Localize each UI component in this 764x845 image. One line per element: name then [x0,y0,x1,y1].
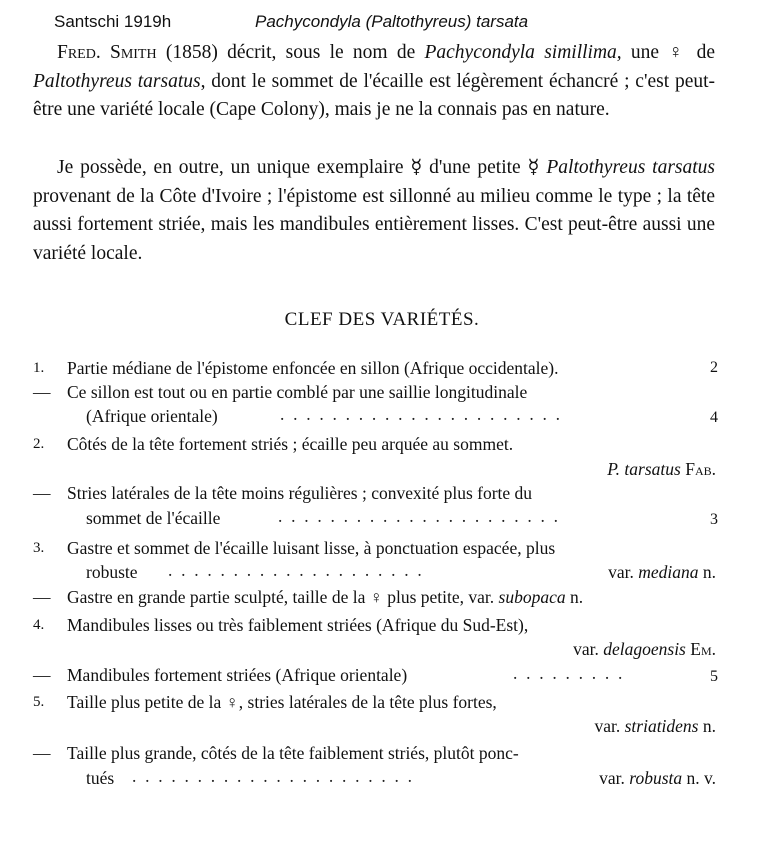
key-text: Gastre et sommet de l'écaille luisant lisse, à ponctuation espacée, plus [67,538,556,558]
key-text: Mandibules fortement striées (Afrique orientale) [67,665,408,685]
key-ref: 2 [710,359,718,376]
key-ref: 5 [710,668,718,685]
taxon-name: striatidens [624,716,699,736]
key-marker: — [33,483,51,503]
author-name: Em. [690,639,716,659]
key-title: CLEF DES VARIÉTÉS. [284,309,480,330]
key-text: Côtés de la tête fortement striés ; écaille peu arquée au sommet. [67,434,514,454]
taxon-name: subopaca [498,587,566,607]
taxon-name: Paltothyreus tarsatus [546,157,716,178]
taxon-name: delagoensis [603,639,686,659]
key-text: robuste [86,562,138,582]
key-marker: 2. [33,436,45,452]
key-text: tués [86,768,115,788]
key-text: Stries latérales de la tête moins régulières ; convexité plus forte du [67,483,533,503]
key-marker: 1. [33,360,45,376]
key-ref: 4 [710,409,718,426]
key-text: sommet de l'écaille [86,508,221,528]
key-marker: 4. [33,617,45,633]
taxon-name: robusta [629,768,683,788]
key-ref: 3 [710,511,718,528]
key-text: Ce sillon est tout ou en partie comblé par une saillie longitudinale [67,382,528,402]
taxon-name: P. tarsatus [607,459,681,479]
key-text: (Afrique orientale) [86,406,218,426]
dot-leader: . . . . . . . . . . . . . . . . . . . . . . [132,766,412,786]
taxon-heading: Pachycondyla (Paltothyreus) tarsata [255,12,529,31]
dot-leader: . . . . . . . . . . . . . . . . . . . . [168,560,422,580]
key-variety: var. robusta n. v. [599,768,716,788]
key-variety: var. mediana n. [608,562,716,582]
dot-leader: . . . . . . . . . [513,663,623,683]
key-text: Gastre en grande partie sculpté, taille de la ♀ plus petite, var. subopaca n. [67,587,584,607]
key-marker: — [33,382,51,402]
taxon-name: mediana [638,562,699,582]
key-text: Taille plus grande, côtés de la tête faiblement striés, plutôt ponc- [67,743,519,763]
key-taxon-line [607,458,716,480]
key-variety: var. delagoensis Em. [573,639,716,659]
key-text: Mandibules lisses ou très faiblement striées (Afrique du Sud-Est), [67,615,529,635]
paragraph-specimen: Je possède, en outre, un unique exemplaire ☿ d'une petite ☿ Paltothyreus tarsatus provenant de la Côte d'Ivoire ; l'épistome est sillonné au milieu comme le type ; la tête aussi fortement striée, mais les mandibules entièrement lisses. C'est peut-être aussi une variété locale. [33,157,716,264]
author-name: Fab. [685,459,716,479]
key-marker: 5. [33,694,45,710]
citation-label: Santschi 1919h [54,12,172,31]
key-text: Taille plus petite de la ♀, stries latérales de la tête plus fortes, [67,692,497,712]
dot-leader: . . . . . . . . . . . . . . . . . . . . . . [280,404,560,424]
key-marker: 3. [33,540,45,556]
author-name: Fred. Smith [57,42,157,63]
key-text: Partie médiane de l'épistome enfoncée en sillon (Afrique occidentale). [67,358,559,378]
taxon-name: Paltothyreus tarsatus [33,70,201,92]
taxon-name: Pachycondyla simillima, [424,42,622,63]
paragraph-smith: Fred. Smith (1858) décrit, sous le nom de Pachycondyla simillima, une ♀ de Paltothyreus tarsatus, dont le sommet de l'écaille est légèrement échancré ; c'est peut-être une variété locale (Cape Colony), mais je ne la connais pas en nature. [33,42,716,120]
key-marker: — [33,665,51,685]
key-marker: — [33,587,51,607]
key-variety: var. striatidens n. [594,716,716,736]
dot-leader: . . . . . . . . . . . . . . . . . . . . . . [278,506,558,526]
key-marker: — [33,743,51,763]
